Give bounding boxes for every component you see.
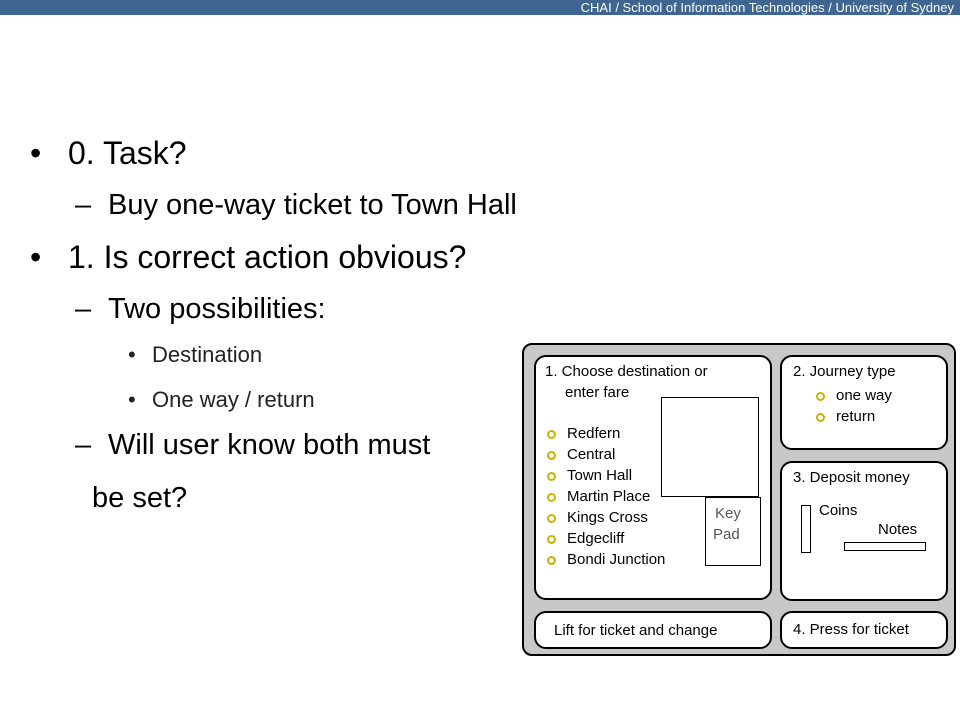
notes-label: Notes bbox=[878, 521, 918, 538]
header-text: CHAI / School of Information Technologies / University of Sydney bbox=[580, 0, 954, 15]
sub-sub-bullet-destination: Destination bbox=[152, 342, 263, 367]
option-central: Central bbox=[567, 446, 616, 463]
press-for-ticket-button[interactable] bbox=[780, 611, 948, 649]
bullet-marker: • bbox=[128, 387, 136, 412]
radio-one-way[interactable] bbox=[816, 392, 825, 401]
coins-label: Coins bbox=[819, 502, 858, 519]
bullet-task: 0. Task? bbox=[68, 135, 187, 171]
ticket-collection-panel[interactable] bbox=[534, 611, 772, 649]
destination-title-line1: 1. Choose destination or bbox=[545, 363, 708, 380]
option-kings-cross: Kings Cross bbox=[567, 509, 648, 526]
sub-bullet-will-user-know: Will user know both must bbox=[108, 429, 431, 461]
journey-type-title: 2. Journey type bbox=[793, 363, 896, 380]
fare-display-screen bbox=[661, 397, 759, 497]
lift-ticket-label: Lift for ticket and change bbox=[554, 622, 718, 639]
sub-bullet-two-possibilities: Two possibilities: bbox=[108, 293, 326, 325]
dash-marker: – bbox=[75, 189, 92, 221]
bullet-marker: • bbox=[30, 239, 42, 275]
keypad[interactable] bbox=[705, 497, 761, 566]
radio-central[interactable] bbox=[547, 451, 556, 460]
journey-type-panel bbox=[780, 355, 948, 450]
destination-title-line2: enter fare bbox=[565, 384, 630, 401]
radio-edgecliff[interactable] bbox=[547, 535, 556, 544]
dash-marker: – bbox=[75, 293, 92, 325]
deposit-money-panel bbox=[780, 461, 948, 601]
sub-sub-bullet-one-way-return: One way / return bbox=[152, 387, 315, 412]
option-bondi-junction: Bondi Junction bbox=[567, 551, 666, 568]
option-edgecliff: Edgecliff bbox=[567, 530, 625, 547]
option-return: return bbox=[836, 408, 876, 425]
option-one-way: one way bbox=[836, 387, 892, 404]
sub-bullet-buy-ticket: Buy one-way ticket to Town Hall bbox=[108, 189, 517, 221]
keypad-label-line1: Key bbox=[715, 505, 741, 522]
sub-bullet-be-set: be set? bbox=[92, 482, 188, 514]
bullet-correct-action: 1. Is correct action obvious? bbox=[68, 239, 467, 275]
press-ticket-label: 4. Press for ticket bbox=[793, 621, 909, 638]
option-redfern: Redfern bbox=[567, 425, 621, 442]
radio-kings-cross[interactable] bbox=[547, 514, 556, 523]
bullet-marker: • bbox=[128, 342, 136, 367]
dash-marker: – bbox=[75, 429, 92, 461]
destination-panel bbox=[534, 355, 772, 600]
radio-martin-place[interactable] bbox=[547, 493, 556, 502]
deposit-money-title: 3. Deposit money bbox=[793, 469, 910, 486]
option-martin-place: Martin Place bbox=[567, 488, 651, 505]
option-town-hall: Town Hall bbox=[567, 467, 633, 484]
ticket-machine-diagram bbox=[522, 343, 956, 656]
radio-return[interactable] bbox=[816, 413, 825, 422]
coin-slot[interactable] bbox=[801, 505, 811, 553]
note-slot[interactable] bbox=[844, 542, 926, 551]
radio-town-hall[interactable] bbox=[547, 472, 556, 481]
bullet-marker: • bbox=[30, 135, 42, 171]
radio-redfern[interactable] bbox=[547, 430, 556, 439]
header-bar bbox=[0, 0, 960, 15]
radio-bondi-junction[interactable] bbox=[547, 556, 556, 565]
keypad-label-line2: Pad bbox=[713, 526, 740, 543]
